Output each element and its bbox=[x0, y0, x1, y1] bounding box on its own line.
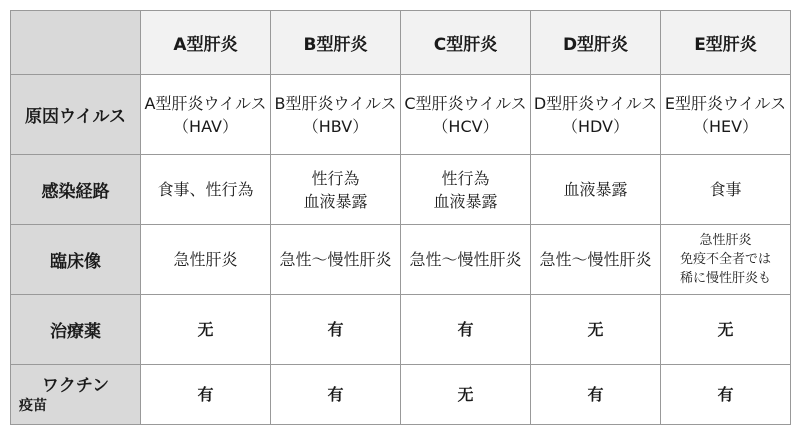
header-hepatitis-a: A型肝炎 bbox=[141, 11, 271, 75]
table-cell bbox=[661, 75, 791, 155]
table-cell: 有 bbox=[401, 295, 531, 365]
cell-line: 急性〜慢性肝炎 bbox=[409, 250, 522, 269]
cell-line: （HCV） bbox=[432, 116, 499, 136]
table-cell: 有 bbox=[271, 365, 401, 425]
table-cell bbox=[531, 225, 661, 295]
cell-line: D型肝炎ウイルス bbox=[533, 93, 658, 113]
row-label-treatment-drug: 治療薬 bbox=[11, 295, 141, 365]
table-cell bbox=[141, 75, 271, 155]
table-row bbox=[11, 225, 791, 295]
cell-line: 免疫不全者では bbox=[679, 252, 771, 267]
table-row bbox=[11, 295, 791, 365]
cell-line: （HAV） bbox=[173, 116, 238, 136]
row-label-vaccine-main: ワクチン bbox=[41, 375, 110, 396]
header-row bbox=[11, 11, 791, 75]
cell-line: 食事 bbox=[709, 180, 742, 199]
cell-line: （HBV） bbox=[302, 116, 369, 136]
header-hepatitis-c: C型肝炎 bbox=[401, 11, 531, 75]
cell-line: B型肝炎ウイルス bbox=[274, 93, 397, 113]
cell-line: （HDV） bbox=[561, 116, 630, 136]
header-hepatitis-b: B型肝炎 bbox=[271, 11, 401, 75]
table-cell: 有 bbox=[661, 365, 791, 425]
table-cell: 无 bbox=[531, 295, 661, 365]
corner-cell bbox=[11, 11, 141, 75]
header-hepatitis-d: D型肝炎 bbox=[531, 11, 661, 75]
hepatitis-table bbox=[10, 10, 791, 425]
table-cell: 无 bbox=[661, 295, 791, 365]
table-cell: 有 bbox=[141, 365, 271, 425]
table-row bbox=[11, 155, 791, 225]
cell-line: 急性肝炎 bbox=[173, 250, 238, 269]
table-cell bbox=[661, 155, 791, 225]
row-label-clinical-picture: 臨床像 bbox=[11, 225, 141, 295]
table-row bbox=[11, 75, 791, 155]
table-cell: 无 bbox=[401, 365, 531, 425]
table-cell bbox=[271, 225, 401, 295]
header-hepatitis-e: E型肝炎 bbox=[661, 11, 791, 75]
cell-line: 性行為 bbox=[441, 168, 490, 188]
cell-line: A型肝炎ウイルス bbox=[144, 93, 267, 113]
cell-line: 稀に慢性肝炎も bbox=[679, 271, 771, 286]
cell-line: 血液暴露 bbox=[303, 191, 368, 211]
table-cell: 无 bbox=[141, 295, 271, 365]
table-cell bbox=[271, 75, 401, 155]
table-cell bbox=[531, 155, 661, 225]
cell-line: 血液暴露 bbox=[563, 180, 628, 199]
table-cell bbox=[141, 155, 271, 225]
cell-line: （HEV） bbox=[692, 116, 759, 136]
table-cell bbox=[271, 155, 401, 225]
row-label-vaccine bbox=[11, 365, 141, 425]
table-cell bbox=[401, 75, 531, 155]
table-cell bbox=[401, 225, 531, 295]
cell-line: 性行為 bbox=[311, 168, 360, 188]
table-cell bbox=[661, 225, 791, 295]
row-label-cause-virus: 原因ウイルス bbox=[11, 75, 141, 155]
row-label-vaccine-sub: 疫苗 bbox=[19, 397, 47, 414]
cell-line: 血液暴露 bbox=[433, 191, 498, 211]
cell-line: 急性肝炎 bbox=[699, 233, 752, 248]
table-cell bbox=[141, 225, 271, 295]
cell-line: E型肝炎ウイルス bbox=[664, 93, 787, 113]
table-cell bbox=[531, 75, 661, 155]
table-cell: 有 bbox=[271, 295, 401, 365]
cell-line: C型肝炎ウイルス bbox=[404, 93, 527, 113]
row-label-infection-route: 感染経路 bbox=[11, 155, 141, 225]
cell-line: 急性〜慢性肝炎 bbox=[279, 250, 392, 269]
table-cell bbox=[401, 155, 531, 225]
table-row bbox=[11, 365, 791, 425]
cell-line: 急性〜慢性肝炎 bbox=[539, 250, 652, 269]
table-cell: 有 bbox=[531, 365, 661, 425]
cell-line: 食事、性行為 bbox=[157, 180, 254, 199]
